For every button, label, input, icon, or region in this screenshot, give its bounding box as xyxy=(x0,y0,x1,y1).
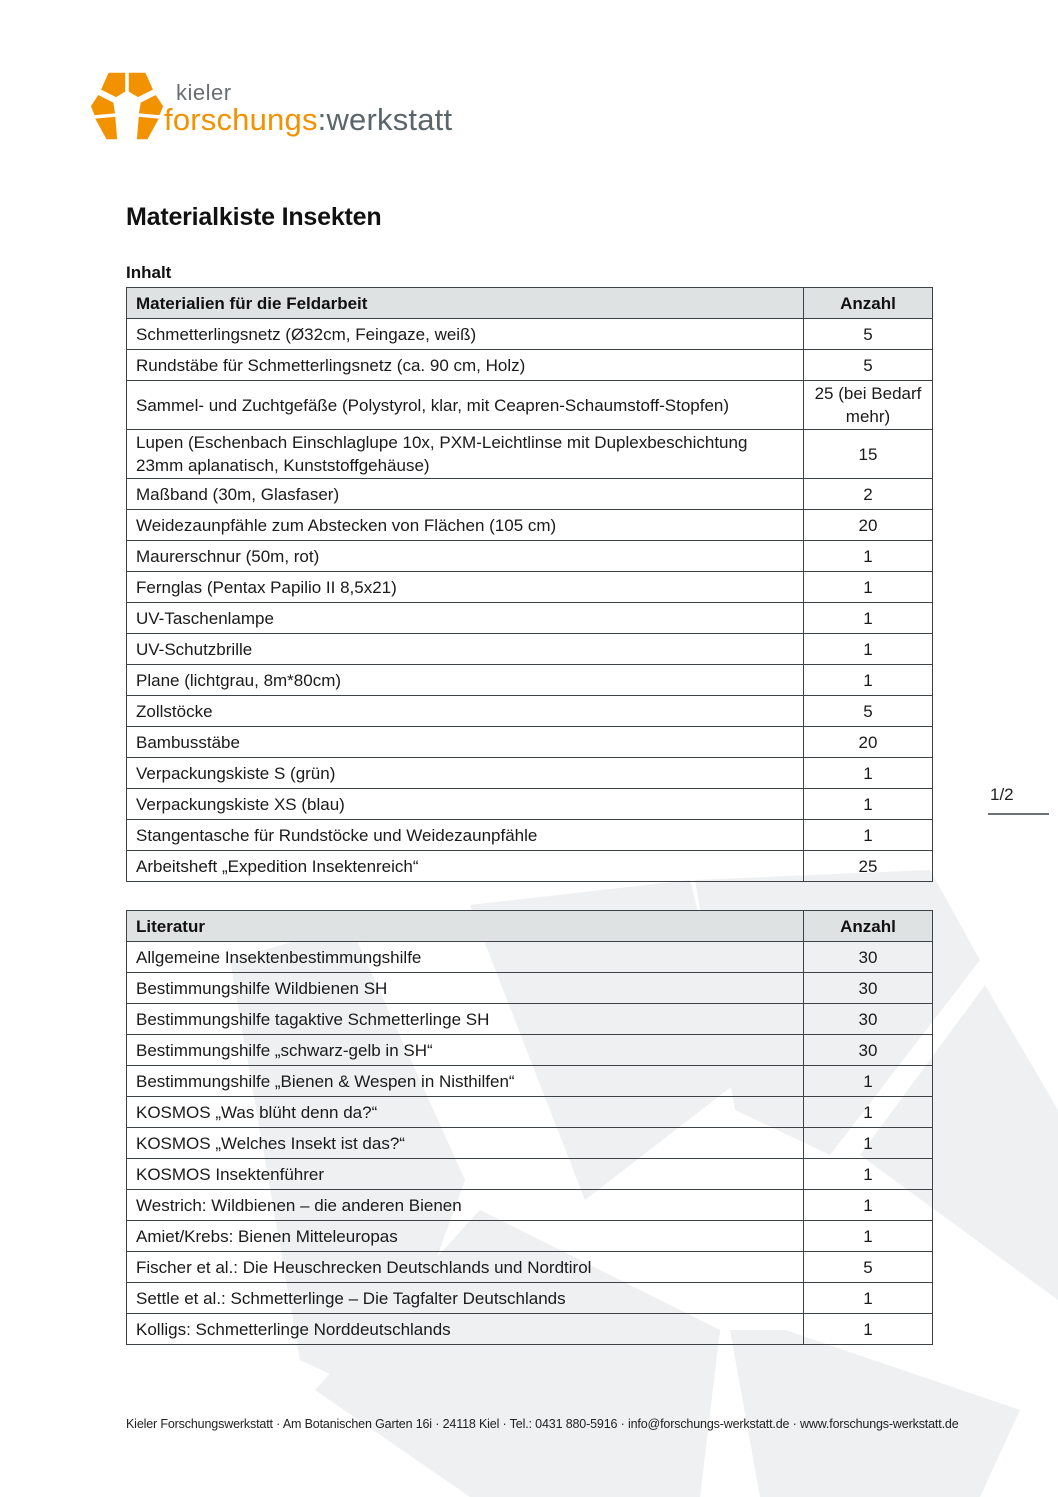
quantity-cell: 1 xyxy=(804,634,933,665)
materials-table xyxy=(126,287,933,882)
table-row xyxy=(127,789,933,820)
footer-contact: Kieler Forschungswerkstatt · Am Botanischen Garten 16i · 24118 Kiel · Tel.: 0431 880-5916 · info@forschungs-werkstatt.de · www.forschungs-werkstatt.de xyxy=(126,1417,959,1431)
quantity-cell: 1 xyxy=(804,665,933,696)
quantity-cell: 25 (bei Bedarf mehr) xyxy=(804,381,933,430)
column-header-item: Materialien für die Feldarbeit xyxy=(127,288,804,319)
quantity-cell: 1 xyxy=(804,1159,933,1190)
table-row xyxy=(127,1004,933,1035)
watermark-shape xyxy=(730,1330,1020,1497)
table-row xyxy=(127,430,933,479)
quantity-cell: 1 xyxy=(804,820,933,851)
page-number: 1/2 xyxy=(990,785,1014,804)
table-row xyxy=(127,1035,933,1066)
item-cell: KOSMOS Insektenführer xyxy=(127,1159,804,1190)
table-row xyxy=(127,572,933,603)
table-row xyxy=(127,1252,933,1283)
quantity-cell: 1 xyxy=(804,541,933,572)
quantity-cell: 5 xyxy=(804,1252,933,1283)
section-label-inhalt: Inhalt xyxy=(126,263,172,282)
quantity-cell: 1 xyxy=(804,1097,933,1128)
table-row xyxy=(127,696,933,727)
quantity-cell: 1 xyxy=(804,1128,933,1159)
quantity-cell: 30 xyxy=(804,973,933,1004)
table-row xyxy=(127,851,933,882)
item-cell: Zollstöcke xyxy=(127,696,804,727)
quantity-cell: 1 xyxy=(804,1283,933,1314)
table-row xyxy=(127,510,933,541)
item-cell: KOSMOS „Was blüht denn da?“ xyxy=(127,1097,804,1128)
quantity-cell: 25 xyxy=(804,851,933,882)
quantity-cell: 1 xyxy=(804,1190,933,1221)
table-row xyxy=(127,1314,933,1345)
table-row xyxy=(127,634,933,665)
item-cell: Settle et al.: Schmetterlinge – Die Tagfalter Deutschlands xyxy=(127,1283,804,1314)
item-cell: Westrich: Wildbienen – die anderen Bienen xyxy=(127,1190,804,1221)
item-cell: Bestimmungshilfe Wildbienen SH xyxy=(127,973,804,1004)
table-row xyxy=(127,820,933,851)
item-cell: Lupen (Eschenbach Einschlaglupe 10x, PXM-Leichtlinse mit Duplexbeschichtung 23mm aplanatisch, Kunststoffgehäuse) xyxy=(127,430,804,479)
quantity-cell: 1 xyxy=(804,1221,933,1252)
literature-table xyxy=(126,910,933,1345)
page-title: Materialkiste Insekten xyxy=(126,203,382,231)
item-cell: Sammel- und Zuchtgefäße (Polystyrol, klar, mit Ceapren-Schaumstoff-Stopfen) xyxy=(127,381,804,430)
table-row xyxy=(127,479,933,510)
item-cell: Bestimmungshilfe „schwarz-gelb in SH“ xyxy=(127,1035,804,1066)
literature-table-body xyxy=(127,942,933,1345)
column-header-item: Literatur xyxy=(127,911,804,942)
column-header-qty: Anzahl xyxy=(804,911,933,942)
quantity-cell: 1 xyxy=(804,1066,933,1097)
logo-name-text: forschungs:werkstatt xyxy=(164,102,453,137)
quantity-cell: 2 xyxy=(804,479,933,510)
table-row xyxy=(127,319,933,350)
item-cell: Plane (lichtgrau, 8m*80cm) xyxy=(127,665,804,696)
item-cell: Allgemeine Insektenbestimmungshilfe xyxy=(127,942,804,973)
quantity-cell: 20 xyxy=(804,510,933,541)
table-row xyxy=(127,381,933,430)
item-cell: Arbeitsheft „Expedition Insektenreich“ xyxy=(127,851,804,882)
item-cell: Kolligs: Schmetterlinge Norddeutschlands xyxy=(127,1314,804,1345)
item-cell: Rundstäbe für Schmetterlingsnetz (ca. 90 cm, Holz) xyxy=(127,350,804,381)
column-header-qty: Anzahl xyxy=(804,288,933,319)
quantity-cell: 20 xyxy=(804,727,933,758)
quantity-cell: 5 xyxy=(804,350,933,381)
table-row xyxy=(127,1221,933,1252)
table-row xyxy=(127,1190,933,1221)
quantity-cell: 30 xyxy=(804,1035,933,1066)
item-cell: Maßband (30m, Glasfaser) xyxy=(127,479,804,510)
item-cell: KOSMOS „Welches Insekt ist das?“ xyxy=(127,1128,804,1159)
table-row xyxy=(127,1159,933,1190)
table-row xyxy=(127,603,933,634)
item-cell: Verpackungskiste S (grün) xyxy=(127,758,804,789)
item-cell: Amiet/Krebs: Bienen Mitteleuropas xyxy=(127,1221,804,1252)
page-number-rule xyxy=(988,813,1049,815)
quantity-cell: 30 xyxy=(804,1004,933,1035)
item-cell: Weidezaunpfähle zum Abstecken von Flächen (105 cm) xyxy=(127,510,804,541)
item-cell: Schmetterlingsnetz (Ø32cm, Feingaze, weiß) xyxy=(127,319,804,350)
quantity-cell: 15 xyxy=(804,430,933,479)
table-row xyxy=(127,1283,933,1314)
logo-hexagon-icon xyxy=(88,70,166,142)
table-row xyxy=(127,1066,933,1097)
table-row xyxy=(127,1128,933,1159)
logo-kieler-text: kieler xyxy=(176,80,232,105)
item-cell: Maurerschnur (50m, rot) xyxy=(127,541,804,572)
table-header-row xyxy=(127,911,933,942)
quantity-cell: 1 xyxy=(804,758,933,789)
table-row xyxy=(127,942,933,973)
logo xyxy=(88,68,453,148)
item-cell: Verpackungskiste XS (blau) xyxy=(127,789,804,820)
table-row xyxy=(127,1097,933,1128)
quantity-cell: 30 xyxy=(804,942,933,973)
item-cell: Fernglas (Pentax Papilio II 8,5x21) xyxy=(127,572,804,603)
table-row xyxy=(127,350,933,381)
table-row xyxy=(127,973,933,1004)
item-cell: Bestimmungshilfe „Bienen & Wespen in Nisthilfen“ xyxy=(127,1066,804,1097)
quantity-cell: 5 xyxy=(804,319,933,350)
quantity-cell: 1 xyxy=(804,789,933,820)
quantity-cell: 1 xyxy=(804,603,933,634)
table-row xyxy=(127,727,933,758)
table-row xyxy=(127,758,933,789)
table-row xyxy=(127,541,933,572)
quantity-cell: 1 xyxy=(804,1314,933,1345)
item-cell: Fischer et al.: Die Heuschrecken Deutschlands und Nordtirol xyxy=(127,1252,804,1283)
item-cell: Stangentasche für Rundstöcke und Weidezaunpfähle xyxy=(127,820,804,851)
table-header-row xyxy=(127,288,933,319)
item-cell: Bestimmungshilfe tagaktive Schmetterlinge SH xyxy=(127,1004,804,1035)
quantity-cell: 5 xyxy=(804,696,933,727)
item-cell: Bambusstäbe xyxy=(127,727,804,758)
quantity-cell: 1 xyxy=(804,572,933,603)
item-cell: UV-Schutzbrille xyxy=(127,634,804,665)
table-row xyxy=(127,665,933,696)
item-cell: UV-Taschenlampe xyxy=(127,603,804,634)
materials-table-body xyxy=(127,319,933,882)
